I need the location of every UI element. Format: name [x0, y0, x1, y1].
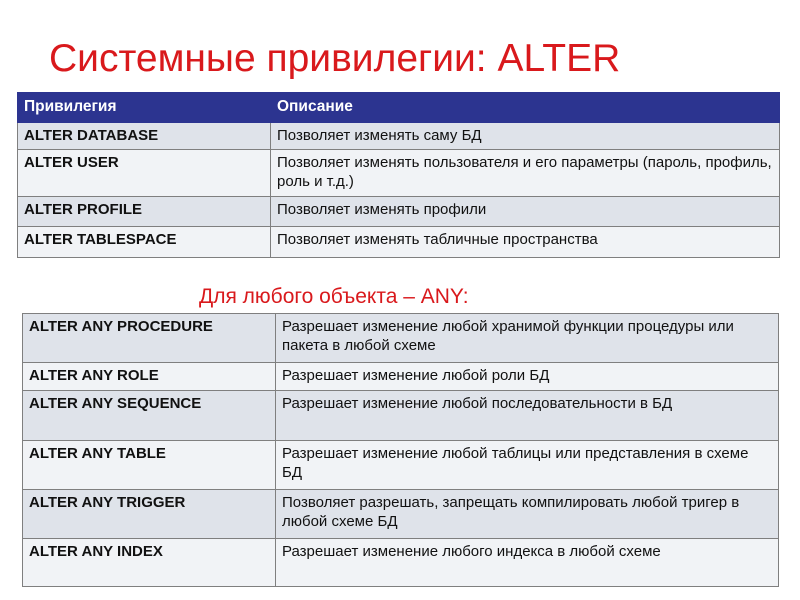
- privilege-cell: ALTER ANY TRIGGER: [23, 490, 276, 539]
- description-cell: Разрешает изменение любой роли БД: [276, 363, 779, 391]
- privilege-cell: ALTER ANY INDEX: [23, 539, 276, 587]
- privilege-cell: ALTER ANY SEQUENCE: [23, 391, 276, 441]
- description-cell: Разрешает изменение любой последовательности в БД: [276, 391, 779, 441]
- description-cell: Разрешает изменение любого индекса в любой схеме: [276, 539, 779, 587]
- column-header-description: Описание: [271, 93, 780, 123]
- privilege-cell: ALTER USER: [18, 150, 271, 197]
- privilege-cell: ALTER DATABASE: [18, 123, 271, 150]
- table-row: [23, 314, 779, 363]
- table-row: [18, 227, 780, 258]
- table-row: [18, 150, 780, 197]
- table-row: [23, 441, 779, 490]
- description-cell: Позволяет изменять саму БД: [271, 123, 780, 150]
- any-privileges-table: [22, 313, 779, 587]
- privileges-table: [17, 92, 780, 258]
- column-header-privilege: Привилегия: [18, 93, 271, 123]
- table-row: [23, 490, 779, 539]
- privilege-cell: ALTER ANY ROLE: [23, 363, 276, 391]
- table-row: [23, 539, 779, 587]
- any-section-subtitle: Для любого объекта – ANY:: [199, 285, 469, 308]
- slide-title: Системные привилегии: ALTER: [49, 37, 621, 80]
- description-cell: Позволяет изменять профили: [271, 197, 780, 227]
- privilege-cell: ALTER ANY PROCEDURE: [23, 314, 276, 363]
- privilege-cell: ALTER ANY TABLE: [23, 441, 276, 490]
- table-row: [18, 123, 780, 150]
- description-cell: Позволяет разрешать, запрещать компилировать любой тригер в любой схеме БД: [276, 490, 779, 539]
- description-cell: Позволяет изменять пользователя и его параметры (пароль, профиль, роль и т.д.): [271, 150, 780, 197]
- table-header-row: [18, 93, 780, 123]
- table-row: [18, 197, 780, 227]
- privilege-cell: ALTER TABLESPACE: [18, 227, 271, 258]
- description-cell: Позволяет изменять табличные пространства: [271, 227, 780, 258]
- privilege-cell: ALTER PROFILE: [18, 197, 271, 227]
- description-cell: Разрешает изменение любой хранимой функции процедуры или пакета в любой схеме: [276, 314, 779, 363]
- table-row: [23, 363, 779, 391]
- table-row: [23, 391, 779, 441]
- description-cell: Разрешает изменение любой таблицы или представления в схеме БД: [276, 441, 779, 490]
